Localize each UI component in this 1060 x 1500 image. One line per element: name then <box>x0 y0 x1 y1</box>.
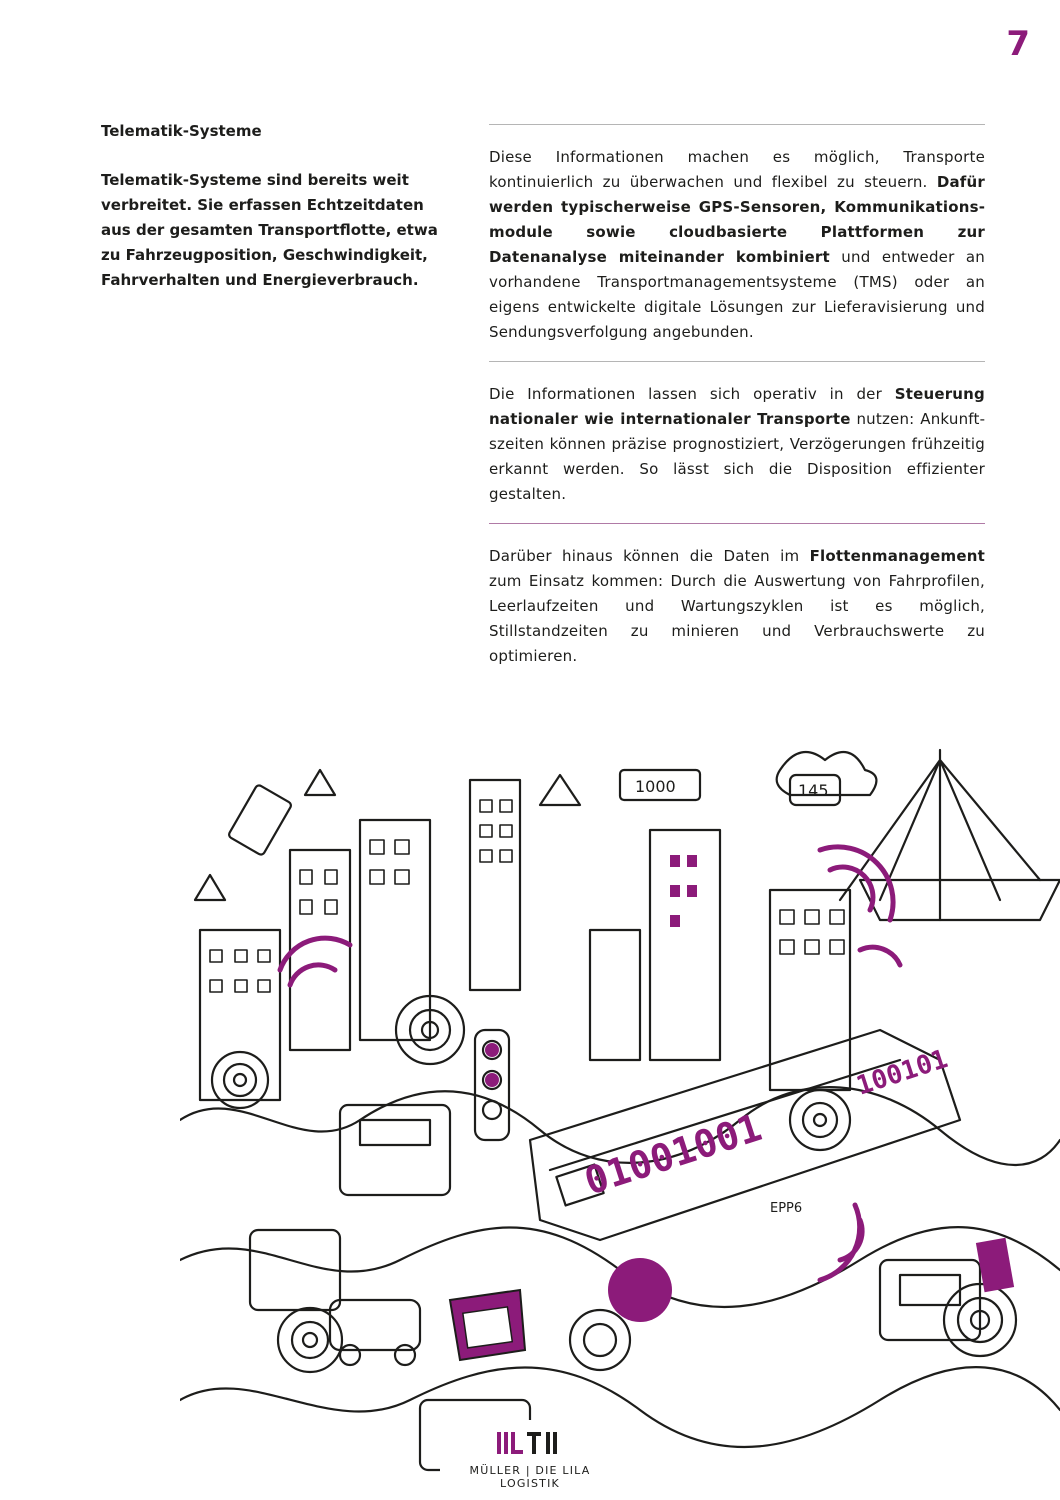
binary-label: 01001001 <box>579 1105 767 1204</box>
paragraph-block <box>489 523 985 685</box>
right-column <box>489 124 985 685</box>
binary-label: 100101 <box>852 1044 952 1102</box>
left-column <box>101 120 446 293</box>
logo-mark <box>495 1430 565 1456</box>
text-segment: Diese Informationen machen es möglich, Transporte kontinuierlich zu überwachen und flexibel zu steuern. <box>489 148 985 191</box>
paragraph <box>489 544 985 669</box>
section-heading: Telematik-Systeme <box>101 122 262 140</box>
paragraph-block <box>489 124 985 361</box>
company-logo <box>440 1420 620 1500</box>
paragraph <box>489 145 985 345</box>
text-segment: nutzen: Ankunftszeiten können präzise prognostiziert, Verzögerungen frühzeitig erkannt werden. So lässt sich die Disposition effizienter gestalten. <box>489 410 985 503</box>
text-segment: Die Informationen lassen sich operativ in der <box>489 385 895 403</box>
logo-text: MÜLLER | DIE LILA LOGISTIK <box>469 1464 591 1490</box>
bold-segment: Flottenmanagement <box>809 547 985 565</box>
sign-label: 145 <box>798 781 829 800</box>
text-segment: und entweder an vorhandene Transportmanagementsysteme (TMS) oder an eigens entwickelte digitale Lösungen zur Lieferavisierung und Sendungsverfolgung angebunden. <box>489 248 985 341</box>
page-number: 7 <box>1006 24 1030 64</box>
paragraph <box>489 382 985 507</box>
bold-segment: Steuerung nationaler wie internationaler Transporte <box>489 385 985 428</box>
sign-label: 1000 <box>635 777 676 796</box>
text-segment: Darüber hinaus können die Daten im <box>489 547 810 565</box>
city-logistics-doodle-illustration <box>180 700 1060 1500</box>
text-segment: zum Einsatz kommen: Durch die Auswertung von Fahrprofilen, Leerlaufzeiten und Wartungszyklen ist es möglich, Stillstandzeiten zu minieren und Verbrauchswerte zu optimieren. <box>489 572 985 665</box>
sign-label: EPP6 <box>770 1201 803 1216</box>
paragraph-block <box>489 361 985 523</box>
bold-segment: Dafür werden typischerweise GPS-Sensoren, Kommunikationsmodule sowie cloudbasierte Plattformen zur Datenanalyse miteinander kombiniert <box>489 173 985 266</box>
intro-paragraph: Telematik-Systeme sind bereits weit verbreitet. Sie erfassen Echtzeitdaten aus der gesamten Transportflotte, etwa zu Fahrzeugposition, Geschwindigkeit, Fahrverhalten und Energieverbrauch. <box>101 171 438 289</box>
